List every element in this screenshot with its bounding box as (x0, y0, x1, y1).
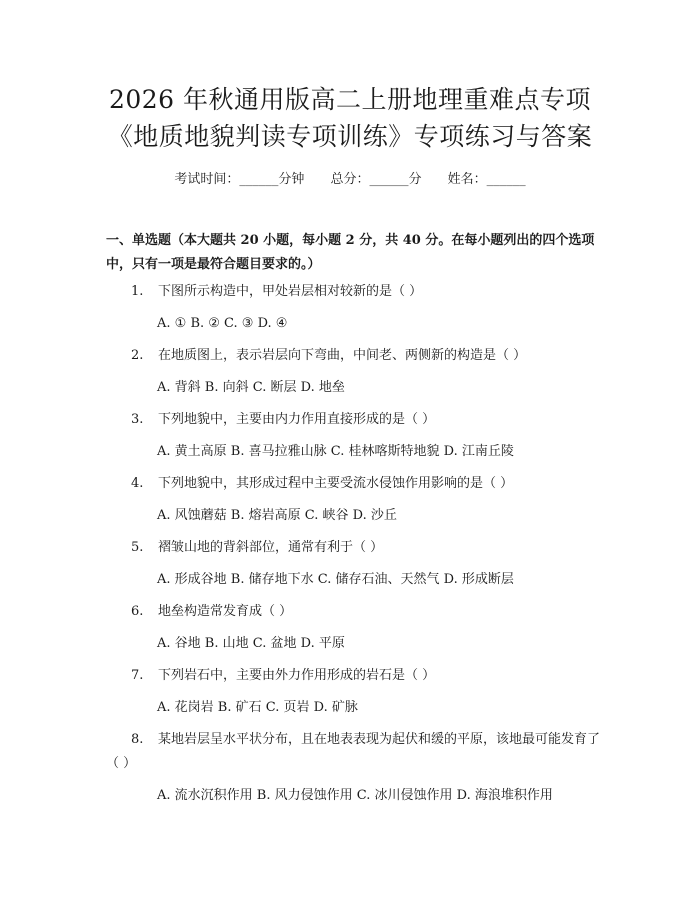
doc-title-line-2: 《地质地貌判读专项训练》专项练习与答案 (107, 122, 593, 151)
question-stem: 褶皱山地的背斜部位，通常有利于（ ） (158, 540, 384, 555)
question-options: A. 风蚀蘑菇 B. 熔岩高原 C. 峡谷 D. 沙丘 (157, 508, 397, 523)
question-stem: 下列地貌中，其形成过程中主要受流水侵蚀作用影响的是（ ） (158, 476, 514, 491)
question-stem: 下列岩石中，主要由外力作用形成的岩石是（ ） (158, 668, 436, 683)
question-number: 6. (131, 604, 144, 619)
question-options: A. 形成谷地 B. 储存地下水 C. 储存石油、天然气 D. 形成断层 (157, 572, 514, 587)
question-options: A. ① B. ② C. ③ D. ④ (157, 316, 288, 331)
exam-info-line (0, 168, 700, 187)
total-score-field: 总分：______分 (330, 172, 422, 187)
question-number: 7. (131, 668, 144, 683)
question-options: A. 黄土高原 B. 喜马拉雅山脉 C. 桂林喀斯特地貌 D. 江南丘陵 (157, 444, 514, 459)
question-item (106, 600, 606, 624)
question-stem: 地垒构造常发育成（ ） (158, 604, 293, 619)
question-number: 2. (131, 348, 144, 363)
question-options: A. 花岗岩 B. 矿石 C. 页岩 D. 矿脉 (157, 700, 358, 715)
question-options: A. 谷地 B. 山地 C. 盆地 D. 平原 (157, 636, 345, 651)
question-item (106, 664, 606, 688)
question-stem: 在地质图上，表示岩层向下弯曲，中间老、两侧新的构造是（ ） (158, 348, 527, 363)
question-number: 5. (131, 540, 144, 555)
question-number: 8. (131, 732, 144, 747)
question-item (106, 344, 606, 368)
question-number: 1. (131, 284, 144, 299)
doc-title-line-1: 2026 年秋通用版高二上册地理重难点专项 (108, 85, 592, 114)
question-number: 4. (131, 476, 144, 491)
student-name-field: 姓名：______ (447, 172, 526, 187)
question-stem: 某地岩层呈水平状分布，且在地表表现为起伏和缓的平原，该地最可能发育了（ ） (106, 732, 601, 771)
question-item (106, 728, 606, 776)
section-heading: 一、单选题（本大题共 20 小题，每小题 2 分，共 40 分。在每小题列出的四个选项中，只有一项是最符合题目要求的。） (106, 233, 595, 272)
question-item (106, 408, 606, 432)
question-stem: 下列地貌中，主要由内力作用直接形成的是（ ） (158, 412, 436, 427)
exam-time-field: 考试时间：______分钟 (174, 172, 305, 187)
question-options: A. 背斜 B. 向斜 C. 断层 D. 地垒 (157, 380, 345, 395)
question-options: A. 流水沉积作用 B. 风力侵蚀作用 C. 冰川侵蚀作用 D. 海浪堆积作用 (157, 788, 553, 803)
question-item (106, 280, 606, 304)
question-stem: 下图所示构造中，甲处岩层相对较新的是（ ） (158, 284, 423, 299)
question-item (106, 536, 606, 560)
question-item (106, 472, 606, 496)
question-number: 3. (131, 412, 144, 427)
